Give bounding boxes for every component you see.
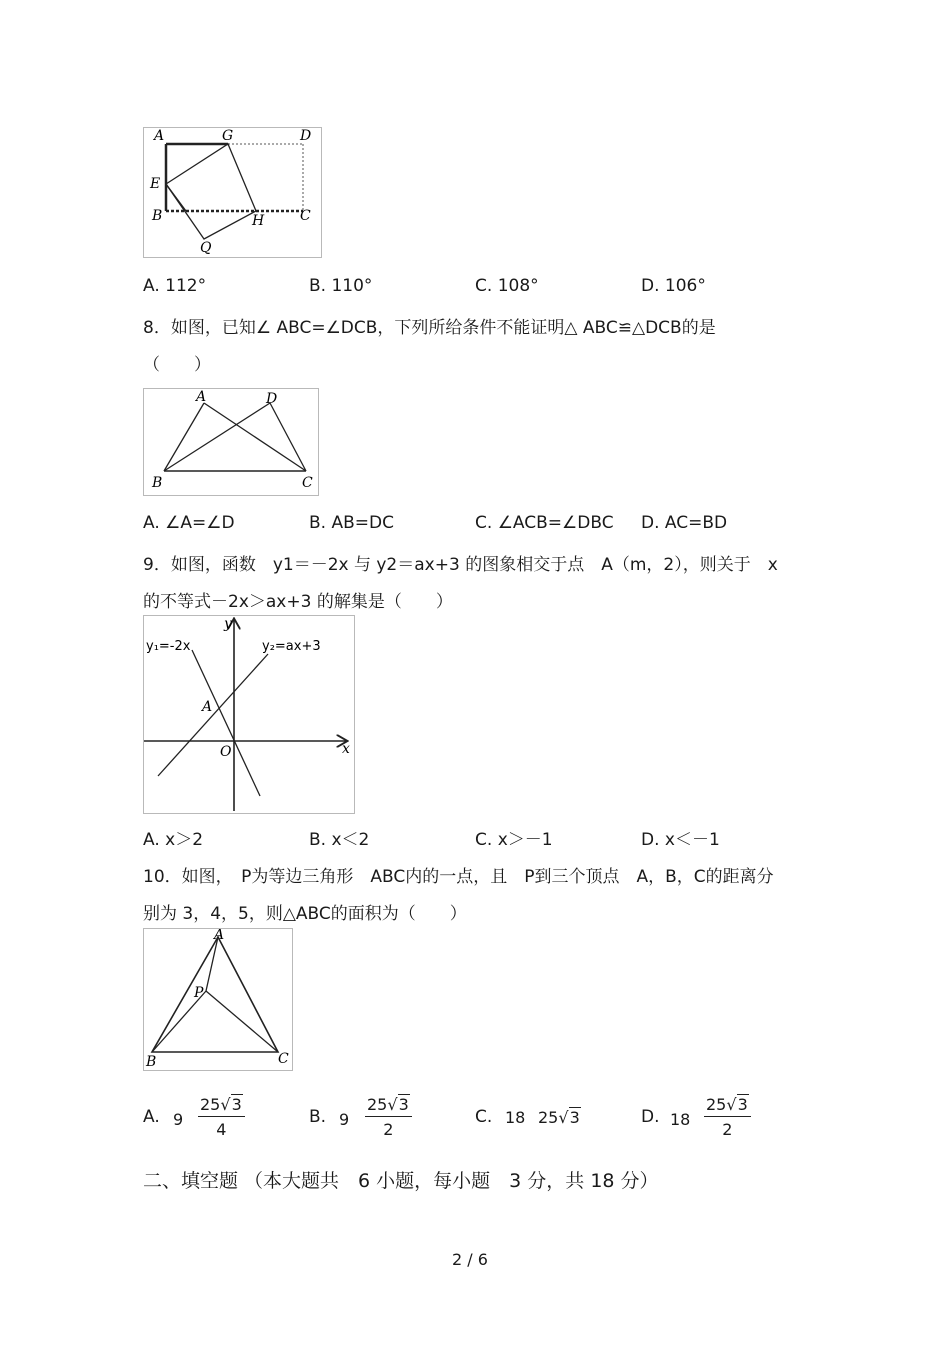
q10-option-c-radical: 25√3 [538,1108,580,1127]
option-text: x＞－1 [497,830,553,850]
q9-label-y2: y₂=ax+3 [262,639,321,654]
q9-label-y1: y₁=-2x [146,639,191,654]
q10-option-b-integer: 9 [339,1110,350,1129]
option-letter: A. [143,276,160,296]
option-text: ∠ACB=∠DBC [497,513,614,533]
option-letter: C. [475,1107,493,1127]
q8-option-d[interactable] [641,513,727,533]
q7-label-Q: Q [200,240,212,256]
option-letter: B. [309,1107,327,1127]
option-letter: D. [641,1107,660,1127]
radicand: 3 [569,1108,580,1127]
option-letter: A. [143,513,160,533]
q7-label-C: C [300,208,311,224]
section-heading: 二、填空题 （本大题共 6 小题，每小题 3 分，共 18 分） [143,1170,659,1192]
option-letter: A. [143,1107,160,1127]
option-text: 110° [331,276,373,296]
option-text: x＜2 [331,830,370,850]
option-text: x＞2 [165,830,204,850]
radicand: 3 [231,1095,242,1114]
option-letter: D. [641,830,660,850]
q10-option-a-fraction: $\frac{25√3}{4}$ [198,1095,245,1139]
numerator-coef: 25 [200,1095,221,1114]
q8-option-b[interactable] [309,513,394,533]
coef: 25 [538,1108,559,1127]
q10-option-a[interactable] [143,1107,160,1127]
q10-stem-line1: 10．如图， P为等边三角形 ABC内的一点，且 P到三个顶点 A，B，C的距离分 [143,867,774,887]
q10-option-b-fraction: $\frac{25√3}{2}$ [365,1095,412,1139]
q10-option-d-fraction: $\frac{25√3}{2}$ [704,1095,751,1139]
option-letter: C. [475,830,493,850]
q10-option-c-integer: 18 [505,1108,526,1127]
q7-label-A: A [154,128,165,144]
q8-option-c[interactable] [475,513,614,533]
numerator-coef: 25 [706,1095,727,1114]
q9-label-y: y [224,616,232,632]
q9-option-c[interactable] [475,825,553,850]
option-text: 106° [664,276,706,296]
q9-label-O: O [220,744,232,760]
q9-stem-line1: 9．如图，函数 y1＝－2x 与 y2＝ax+3 的图象相交于点 A（m，2），则关于 x [143,555,778,575]
q8-label-C: C [302,475,313,491]
q10-option-a-integer: 9 [173,1110,184,1129]
q9-option-d[interactable] [641,825,720,850]
q8-label-D: D [266,391,278,407]
q7-label-B: B [152,208,163,224]
option-text: ∠A=∠D [165,513,235,533]
page-number: 2 / 6 [452,1250,488,1269]
q7-option-a[interactable] [143,276,206,296]
option-letter: B. [309,830,327,850]
q9-stem-line2: 的不等式－2x＞ax+3 的解集是（ ） [143,592,453,612]
denominator: 4 [216,1120,227,1139]
q10-option-d-integer: 18 [670,1110,691,1129]
q8-stem-line2: （ ） [143,355,211,375]
numerator-coef: 25 [367,1095,388,1114]
option-letter: C. [475,276,493,296]
q7-label-E: E [150,176,161,192]
radicand: 3 [737,1095,748,1114]
q7-option-c[interactable] [475,276,539,296]
radicand: 3 [398,1095,409,1114]
option-letter: C. [475,513,493,533]
q7-option-d[interactable] [641,276,706,296]
q10-label-B: B [146,1054,157,1070]
denominator: 2 [383,1120,394,1139]
q10-option-d[interactable] [641,1107,660,1127]
q8-figure [143,388,319,496]
q7-option-b[interactable] [309,276,372,296]
option-letter: D. [641,276,660,296]
q7-label-D: D [300,128,312,144]
option-text: x＜－1 [664,830,720,850]
q9-label-x: x [342,741,350,757]
q8-stem-line1: 8．如图，已知∠ ABC=∠DCB，下列所给条件不能证明△ ABC≌△DCB的是 [143,318,716,338]
q10-figure [143,928,293,1071]
q10-label-P: P [194,985,204,1001]
q10-label-C: C [278,1051,289,1067]
q7-figure [143,127,322,258]
q10-label-A: A [214,929,225,943]
q9-figure [143,615,355,814]
denominator: 2 [722,1120,733,1139]
q10-option-c[interactable] [475,1107,492,1127]
q10-option-b[interactable] [309,1107,326,1127]
q8-option-a[interactable] [143,513,235,533]
q9-option-a[interactable] [143,825,203,850]
q7-label-H: H [252,213,265,229]
option-text: 108° [497,276,539,296]
q8-label-B: B [152,475,163,491]
option-letter: B. [309,276,327,296]
q10-stem-line2: 别为 3，4，5，则△ABC的面积为（ ） [143,904,467,924]
option-letter: D. [641,513,660,533]
option-text: 112° [165,276,207,296]
option-letter: A. [143,830,160,850]
option-text: AC=BD [664,513,728,533]
q9-label-A: A [202,699,213,715]
q9-option-b[interactable] [309,825,369,850]
q8-label-A: A [196,389,207,405]
option-text: AB=DC [331,513,394,533]
option-letter: B. [309,513,327,533]
q7-label-G: G [222,128,234,144]
